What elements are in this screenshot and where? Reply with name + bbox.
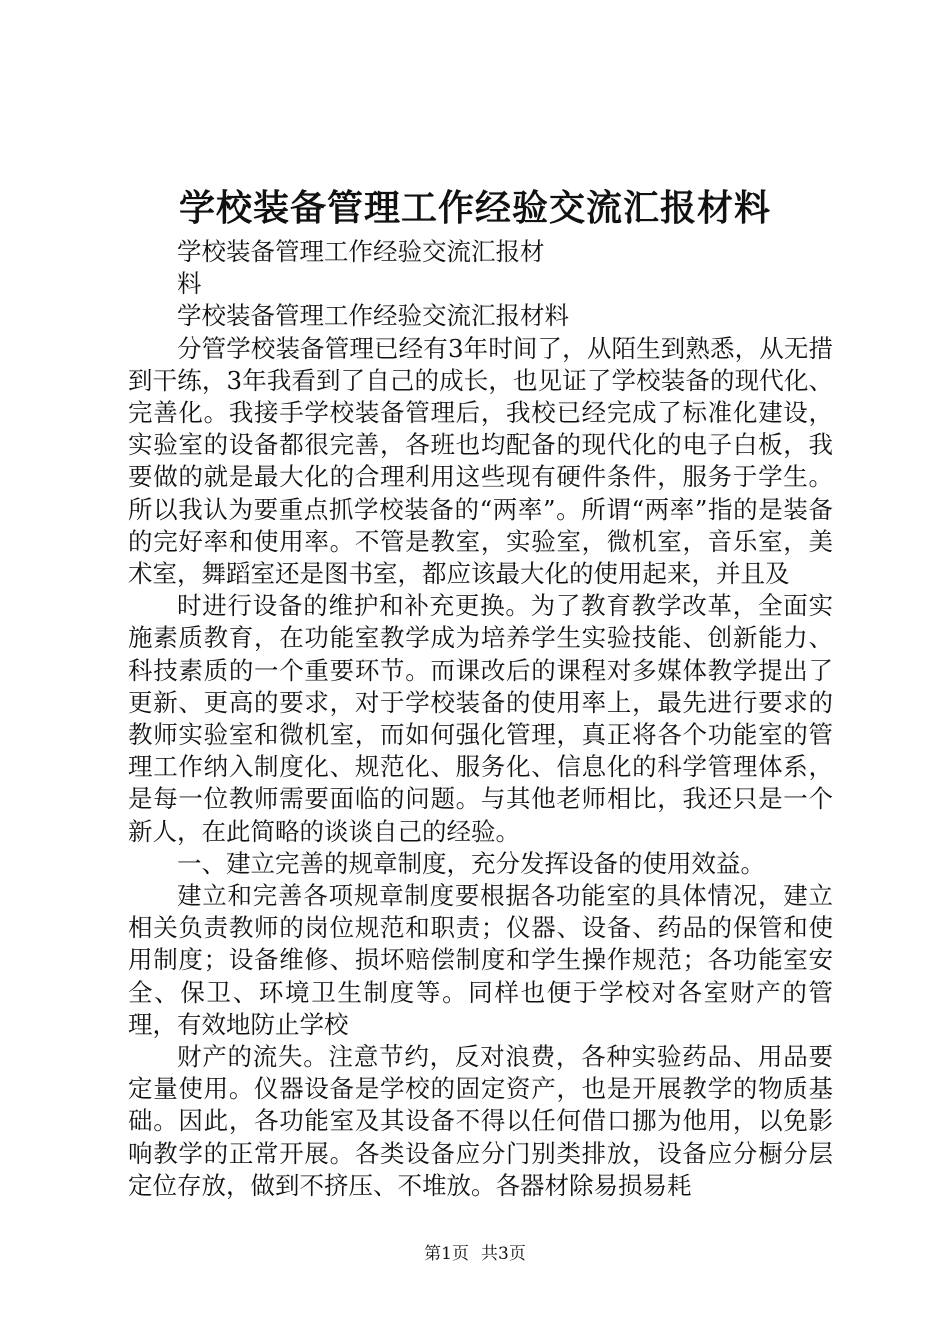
section-heading: 一、建立完善的规章制度，充分发挥设备的使用效益。 <box>177 848 765 878</box>
document-body <box>128 236 833 1202</box>
body-paragraph: 建立和完善各项规章制度要根据各功能室的具体情况，建立相关负责教师的岗位规范和职责；仪器、设备、药品的保管和使用制度；设备维修、损坏赔偿制度和学生操作规范；各功能室安全、保卫、环境卫生制度等。同样也便于学校对各室财产的管理，有效地防止学校 <box>128 881 833 1039</box>
page-number: 第1页 <box>424 1244 469 1264</box>
page-footer <box>0 1242 950 1266</box>
body-paragraph: 财产的流失。注意节约，反对浪费，各种实验药品、用品要定量使用。仪器设备是学校的固定资产，也是开展教学的物质基础。因此，各功能室及其设备不得以任何借口挪为他用，以免影响教学的正常开展。各类设备应分门别类排放，设备应分橱分层定位存放，做到不挤压、不堆放。各器材除易损易耗 <box>128 1042 833 1200</box>
page-total: 共3页 <box>481 1244 526 1264</box>
body-paragraph: 分管学校装备管理已经有3年时间了，从陌生到熟悉，从无措到干练，3年我看到了自己的成长，也见证了学校装备的现代化、完善化。我接手学校装备管理后，我校已经完成了标准化建设，实验室的设备都很完善，各班也均配备的现代化的电子白板，我要做的就是最大化的合理利用这些现有硬件条件，服务于学生。所以我认为要重点抓学校装备的“两率”。所谓“两率”指的是装备的完好率和使用率。不管是教室，实验室，微机室，音乐室，美术室，舞蹈室还是图书室，都应该最大化的使用起来，并且及 <box>128 333 833 589</box>
document-title: 学校装备管理工作经验交流汇报材料 <box>178 187 771 229</box>
subtitle-repeat-paragraph: 学校装备管理工作经验交流汇报材料 <box>177 301 569 331</box>
subtitle-paragraph: 学校装备管理工作经验交流汇报材料 <box>177 237 545 299</box>
body-paragraph: 时进行设备的维护和补充更换。为了教育教学改革，全面实施素质教育，在功能室教学成为培养学生实验技能、创新能力、科技素质的一个重要环节。而课改后的课程对多媒体教学提出了更新、更高的要求，对于学校装备的使用率上，最先进行要求的教师实验室和微机室，而如何强化管理，真正将各个功能室的管理工作纳入制度化、规范化、服务化、信息化的科学管理体系，是每一位教师需要面临的问题。与其他老师相比，我还只是一个新人，在此简略的谈谈自己的经验。 <box>128 591 833 846</box>
